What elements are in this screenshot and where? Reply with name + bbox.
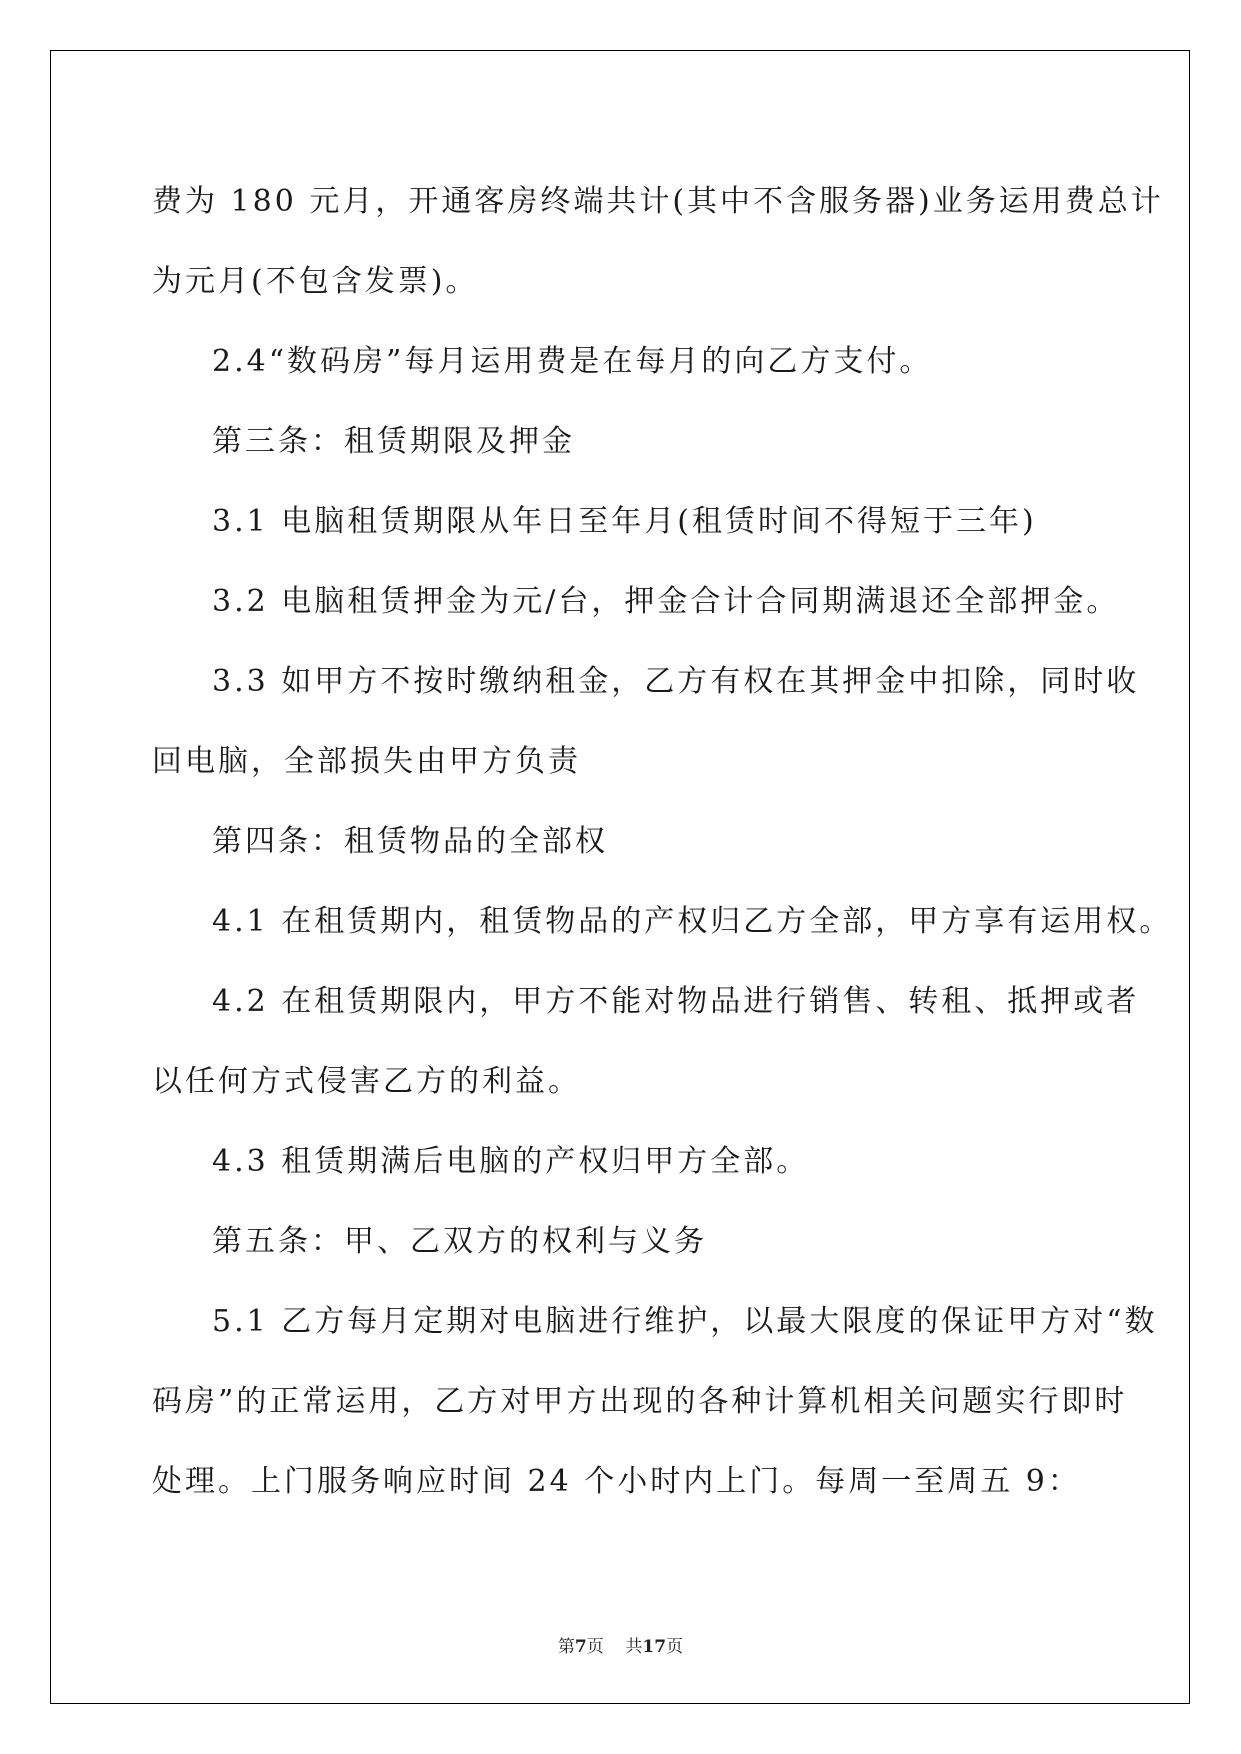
text-line: 4.1 在租赁期内，租赁物品的产权归乙方全部，甲方享有运用权。 — [212, 904, 1173, 939]
text-line: 5.1 乙方每月定期对电脑进行维护，以最大限度的保证甲方对“数 — [212, 1304, 1158, 1339]
text-line: 回电脑，全部损失由甲方负责 — [152, 744, 581, 779]
section-heading: 第五条：甲、乙双方的权利与义务 — [212, 1224, 707, 1259]
text-line: 3.2 电脑租赁押金为元/台，押金合计合同期满退还全部押金。 — [212, 584, 1120, 619]
section-heading: 第三条：租赁期限及押金 — [212, 424, 575, 459]
text-line: 3.3 如甲方不按时缴纳租金，乙方有权在其押金中扣除，同时收 — [212, 664, 1140, 699]
text-line: 为元月(不包含发票)。 — [152, 264, 479, 299]
page-current: 7 — [574, 1637, 587, 1657]
total-suffix: 页 — [666, 1637, 684, 1657]
page-footer — [0, 1632, 1241, 1657]
page-total: 17 — [642, 1637, 667, 1657]
total-prefix: 共 — [625, 1637, 643, 1657]
text-line: 2.4“数码房”每月运用费是在每月的向乙方支付。 — [212, 344, 933, 379]
text-line: 处理。上门服务响应时间 24 个小时内上门。每周一至周五 9： — [152, 1464, 1081, 1499]
document-body — [152, 162, 1173, 1522]
section-heading: 第四条：租赁物品的全部权 — [212, 824, 608, 859]
text-line: 4.3 租赁期满后电脑的产权归甲方全部。 — [212, 1144, 810, 1179]
page-suffix: 页 — [586, 1637, 604, 1657]
text-line: 3.1 电脑租赁期限从年日至年月(租赁时间不得短于三年) — [212, 504, 1037, 539]
page-prefix: 第 — [557, 1637, 575, 1657]
text-line: 以任何方式侵害乙方的利益。 — [152, 1064, 581, 1099]
text-line: 费为 180 元月，开通客房终端共计(其中不含服务器)业务运用费总计 — [152, 184, 1164, 219]
text-line: 4.2 在租赁期限内，甲方不能对物品进行销售、转租、抵押或者 — [212, 984, 1140, 1019]
text-line: 码房”的正常运用，乙方对甲方出现的各种计算机相关问题实行即时 — [152, 1384, 1128, 1419]
